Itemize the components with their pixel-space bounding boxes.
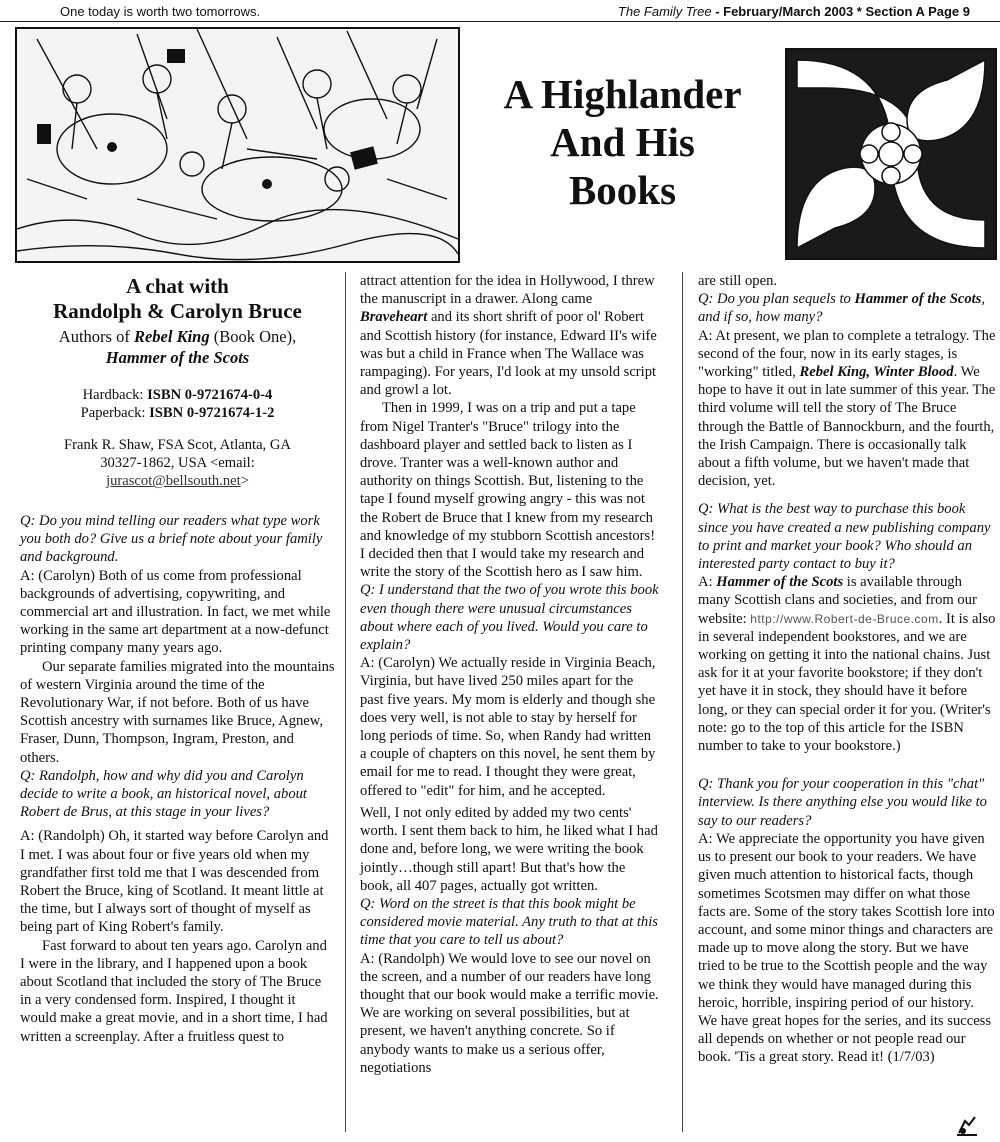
battle-illustration (15, 27, 460, 263)
answer-3: A: (Carolyn) We actually reside in Virginia Beach, Virginia, but have lived 250 miles apart for the past five years. My mom is elderly and though she does very well, is not able to stay by herself for long periods of time. So, when Randy had written a couple of chapters on this novel, he sent them by email for me to read. I thought they were great, offered to "edit" for him, and he accepted. (360, 655, 656, 799)
answer-5 (698, 327, 996, 491)
book-title-hammer: Hammer of the Scots (105, 348, 250, 367)
page-header (0, 2, 1000, 20)
header-issue-line (618, 4, 970, 19)
answer-6-start: is available through many Scottish clans and societies, and from our website: (698, 574, 977, 627)
headline-line-3: Books (568, 167, 677, 213)
col3-paragraph-0: are still open. (698, 273, 778, 289)
col2-p1-start: attract attention for the idea in Hollywood, I threw the manuscript in a drawer. Along came (360, 273, 655, 308)
hardback-label: Hardback: (82, 387, 148, 403)
question-3: Q: I understand that the two of you wrote this book even though there were unusual circumstances about where each of you lived. Would you care to explain? (360, 582, 659, 654)
answer-2-continued: Fast forward to about ten years ago. Carolyn and I were in the library, and I happened upon a book about Scotland that included the story of The Bruce in a very condensed form. Inspired, I thought it would make a great movie, and in a short time, I had written a screenplay. After a fruitless quest to (20, 937, 328, 1045)
question-5-end: , and if so, how many? (698, 291, 986, 326)
col2-paragraph-2: Then in 1999, I was on a trip and put a tape from Nigel Tranter's "Bruce" trilogy into the dashboard player and settled back to listen as I drove. Tranter was a well-known author and authority on things Scottish. But, listening to the tape I found myself growing angry - this was not the Robert de Bruce that I knew from my research and knowledge of my stubborn Scottish ancestors! I decided then that I would take my research and write the story of the Scottish hero as I saw him. (360, 400, 656, 581)
col2-p1-end: and its short shrift of poor ol' Robert and Scottish history (for instance, Edward II's wife was but a child in France when The Wallace was rampaging). For years, I'd look at my unsold script and growl a lot. (360, 309, 657, 399)
book-one-suffix: (Book One), (209, 327, 297, 346)
answer-6 (698, 573, 996, 755)
question-5-book: Hammer of the Scots (854, 291, 982, 308)
answer-6-book: Hammer of the Scots (716, 574, 844, 591)
question-4: Q: Word on the street is that this book might be considered movie material. Any truth to that at this time that you care to tell us about? (360, 895, 658, 949)
book-title-rebel-king: Rebel King (133, 327, 210, 346)
email-line (20, 472, 335, 490)
answer-6-prefix: A: (698, 574, 717, 591)
question-1: Q: Do you mind telling our readers what type work you both do? Give us a brief note about your family and background. (20, 513, 323, 566)
answer-3-continued: Well, I not only edited by added my two cents' worth. I sent them back to him, he liked what I had done and, before long, we were writing the book jointly…though still apart! But that's how the book, all 407 pages, actually got written. (360, 804, 658, 894)
answer-5-end: . We hope to have it out in late summer of this year. The third volume will tell the story of The Bruce through the Battle of Bannockburn, and the fourth, the Irish Campaign. There is occasionally talk about a fifth volume, but we haven't made that decision, yet. (698, 364, 996, 490)
col2-paragraph-1 (360, 272, 660, 399)
column-3 (698, 272, 996, 1067)
headline-line-2: And His (550, 119, 695, 165)
website-link[interactable]: http://www.Robert-de-Bruce.com (750, 611, 939, 626)
email-link[interactable]: jurascot@bellsouth.net (106, 473, 241, 489)
column-rule-1 (345, 272, 346, 1132)
chat-title-line-2: Randolph & Carolyn Bruce (53, 299, 302, 323)
scribe-end-icon (955, 1113, 979, 1142)
answer-4: A: (Randolph) We would love to see our novel on the screen, and a number of our readers have long thought that our book would make a terrific movie. We are working on several possibilities, but at present, we haven't anything concrete. So if anybody wants to make us a serious offer, negotiations (360, 950, 659, 1076)
scribe-end-icon-drawing (955, 1113, 979, 1137)
header-publication: The Family Tree (617, 4, 712, 19)
authors-prefix: Authors of (58, 327, 134, 346)
question-5-start: Q: Do you plan sequels to (698, 291, 855, 308)
answer-6-end: . It is also in several independent bookstores, and we are working on getting it into the national chains. Just ask for it at your favorite bookstore; if they don't yet have it in stock, they should have it before long, or they can special order it for you. (Writer's note: go to the top of this article for the ISBN number to take to your bookstore.) (698, 610, 996, 755)
article-headline (465, 70, 780, 214)
column-rule-2 (682, 272, 683, 1132)
question-7: Q: Thank you for your cooperation in this "chat" interview. Is there anything else you would like to say to our readers? (698, 776, 987, 829)
question-6: Q: What is the best way to purchase this book since you have created a new publishing company to print and market your book? Who should an interested party contact to buy it? (698, 501, 991, 573)
email-close: > (240, 473, 249, 489)
answer-5-book: Rebel King, Winter Blood (799, 364, 954, 381)
paperback-label: Paperback: (80, 405, 150, 421)
question-5 (698, 290, 996, 326)
address-line-2: 30327-1862, USA <email: (100, 455, 255, 471)
hardback-isbn: ISBN 0-9721674-0-4 (147, 387, 273, 403)
answer-7: A: We appreciate the opportunity you have given us to present our book to your readers. We have given much attention to historical facts, though sometimes Scotsmen may differ on what those facts are. Some of the story takes Scottish lore into account, and some minor things and characters are made up to move along the story. But we have tried to be true to the Scottish people and the way we think they would have managed during this heroic, horrible, inspiring period of our history. We have great hopes for the series, and its success all depends on whether or not people read our book. 'Tis a great story. Read it! (1/7/03) (698, 830, 995, 1066)
braveheart-title: Braveheart (360, 309, 428, 326)
paperback-isbn: ISBN 0-9721674-1-2 (149, 405, 275, 421)
authors-line (20, 326, 335, 347)
answer-1-continued: Our separate families migrated into the mountains of western Virginia around the time of the Revolutionary War, if not before. Both of us have Scottish ancestry with surnames like Bruce, Agnew, Fraser, Dunn, Thompson, Ingram, Preston, and others. (20, 658, 335, 766)
chat-title-line-1: A chat with (126, 274, 229, 298)
answer-2: A: (Randolph) Oh, it started way before Carolyn and I met. I was about four or five years old when my grandfather first told me that I was descended from Robert the Bruce, king of Scotland. It meant little at the time, but I always sort of thought of myself as being part of King Robert's family. (20, 828, 329, 936)
celtic-ornament-drawing (787, 50, 995, 258)
question-2: Q: Randolph, how and why did you and Carolyn decide to write a book, an historical novel, about Robert de Brus, at this stage in your lives? (20, 767, 307, 821)
celtic-ornament (785, 48, 997, 260)
answer-1: A: (Carolyn) Both of us come from professional backgrounds of advertising, copywriting, and commercial art and illustration. In fact, we met while working in the same art department at a now-defunct printing company many years ago. (20, 567, 331, 657)
header-rule (0, 21, 1000, 22)
answer-5-start: A: At present, we plan to complete a tetralogy. The second of the four, now in its early stages, is "working" titled, (698, 327, 996, 381)
address-line-1: Frank R. Shaw, FSA Scot, Atlanta, GA (64, 437, 291, 453)
headline-line-1: A Highlander (503, 71, 742, 117)
column-1 (20, 272, 335, 1046)
header-section: - February/March 2003 * Section A Page 9 (711, 4, 970, 19)
column-2 (360, 272, 660, 1077)
battle-illustration-drawing (17, 29, 458, 261)
paperback-isbn-line (20, 404, 335, 422)
header-motto: One today is worth two tomorrows. (60, 4, 261, 19)
hardback-isbn-line (20, 386, 335, 404)
